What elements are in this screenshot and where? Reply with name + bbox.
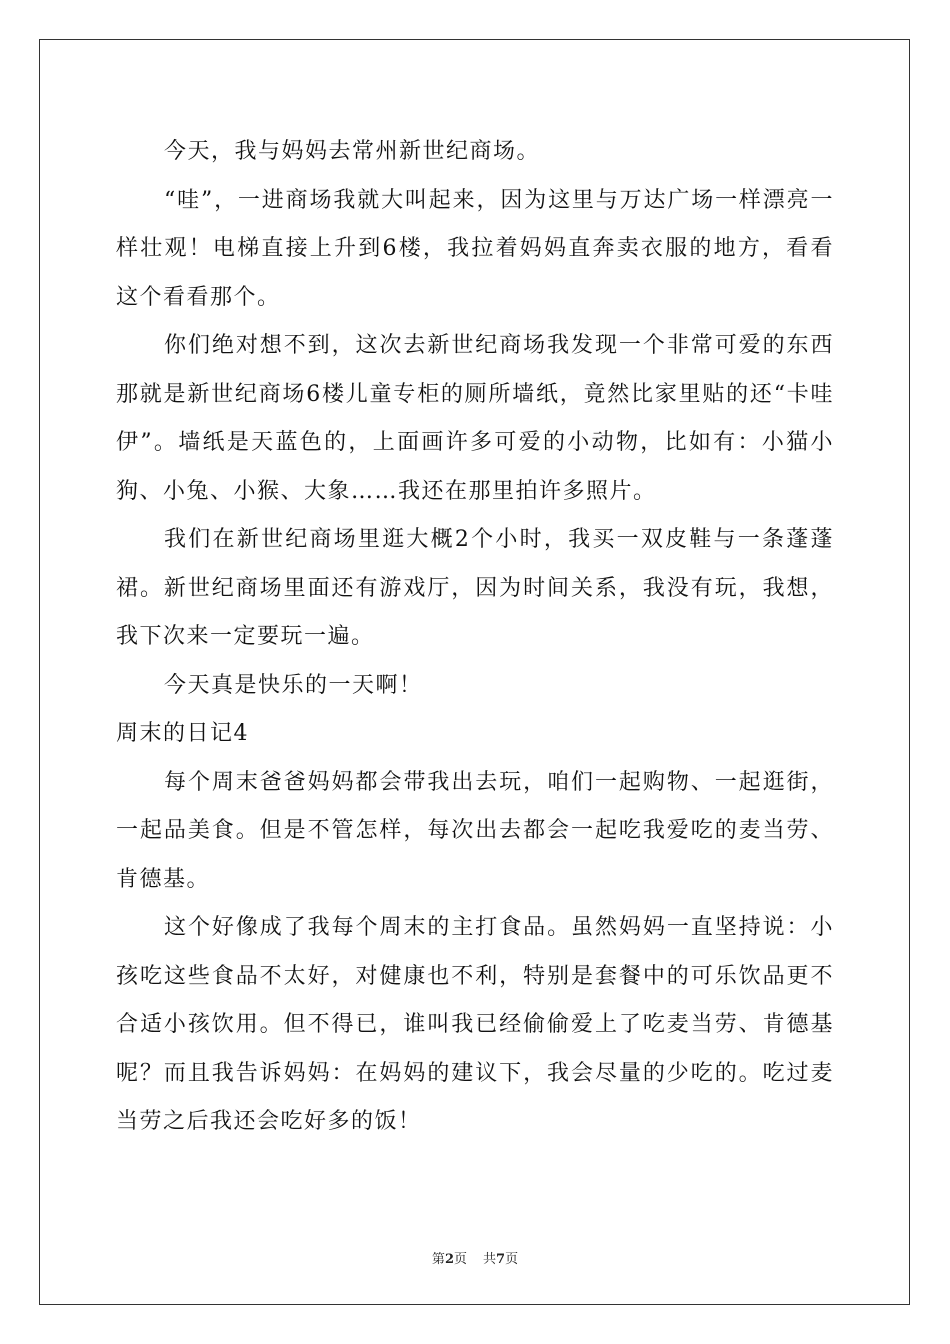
paragraph: 你们绝对想不到，这次去新世纪商场我发现一个非常可爱的东西那就是新世纪商场6楼儿童专柜的厕所墙纸，竟然比家里贴的还“卡哇伊”。墙纸是天蓝色的，上面画许多可爱的小动物，比如有：小猫小狗、小兔、小猴、大象……我还在那里拍许多照片。 [116, 333, 834, 504]
paragraph: “哇”，一进商场我就大叫起来，因为这里与万达广场一样漂亮一样壮观！电梯直接上升到6楼，我拉着妈妈直奔卖衣服的地方，看看这个看看那个。 [116, 187, 834, 310]
paragraph: 今天，我与妈妈去常州新世纪商场。 [164, 139, 541, 164]
document-body [116, 128, 834, 1147]
section-heading: 周末的日记4 [116, 721, 249, 746]
paragraph: 今天真是快乐的一天啊！ [164, 672, 423, 698]
total-pages: 7 [496, 1252, 506, 1267]
page-footer [0, 1248, 950, 1267]
paragraph: 每个周末爸爸妈妈都会带我出去玩，咱们一起购物、一起逛街，一起品美食。但是不管怎样，每次出去都会一起吃我爱吃的麦当劳、肯德基。 [116, 769, 834, 892]
page-suffix: 页 [453, 1252, 467, 1267]
page-number: 2 [444, 1252, 454, 1267]
paragraph: 我们在新世纪商场里逛大概2个小时，我买一双皮鞋与一条蓬蓬裙。新世纪商场里面还有游戏厅，因为时间关系，我没有玩，我想，我下次来一定要玩一遍。 [116, 527, 834, 649]
total-suffix: 页 [505, 1252, 519, 1267]
page-prefix: 第 [431, 1252, 445, 1267]
total-prefix: 共 [483, 1252, 497, 1267]
paragraph: 这个好像成了我每个周末的主打食品。虽然妈妈一直坚持说：小孩吃这些食品不太好，对健康也不利，特别是套餐中的可乐饮品更不合适小孩饮用。但不得已，谁叫我已经偷偷爱上了吃麦当劳、肯德基呢？而且我告诉妈妈：在妈妈的建议下，我会尽量的少吃的。吃过麦当劳之后我还会吃好多的饭！ [116, 915, 834, 1134]
